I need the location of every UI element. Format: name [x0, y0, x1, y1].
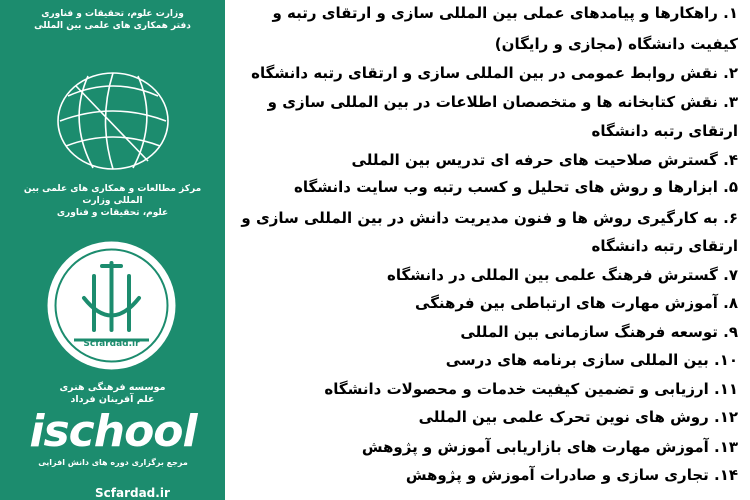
- topic-line: ۱. راهکارها و پیامدهای عملی بین المللی سازی و ارتقای رتبه و: [272, 4, 738, 22]
- foundation-name: موسسه فرهنگی هنری: [59, 382, 166, 393]
- globe-emblem-icon: [48, 66, 178, 176]
- topic-line: ۱۱. ارزیابی و تضمین کیفیت خدمات و محصولات دانشگاه: [324, 380, 738, 398]
- topic-line: ۱۲. روش های نوین تحرک علمی بین المللی: [418, 408, 738, 426]
- topic-line: ۶. به کارگیری روش ها و فنون مدیریت دانش در بین المللی سازی و: [241, 209, 738, 227]
- topic-line: کیفیت دانشگاه (مجازی و رایگان): [494, 35, 738, 53]
- course-topic-list: [228, 0, 746, 500]
- topic-line: ۴. گسترش صلاحیت های حرفه ای تدریس بین المللی: [351, 151, 738, 169]
- ministry-name: وزارت علوم، تحقیقات و فناوری: [41, 9, 184, 19]
- center-subtitle: علوم، تحقیقات و فناوری: [56, 208, 169, 218]
- topic-line: ۱۰. بین المللی سازی برنامه های درسی: [445, 351, 738, 369]
- topic-line: ۷. گسترش فرهنگ علمی بین المللی در دانشگاه: [387, 266, 738, 284]
- center-caption: [10, 183, 215, 219]
- logo-sidebar: [0, 0, 225, 500]
- ischool-logo: [28, 403, 198, 473]
- topic-line: ۱۳. آموزش مهارت های بازاریابی آموزش و پژوهش: [361, 438, 738, 456]
- foundation-seal-icon: [44, 238, 179, 373]
- topic-line: ۸. آموزش مهارت های ارتباطی بین فرهنگی: [415, 294, 738, 312]
- ischool-wordmark: ischool: [29, 406, 197, 457]
- topic-line: ۵. ابزارها و روش های تحلیل و کسب رتبه وب سایت دانشگاه: [294, 178, 738, 196]
- topic-line: ۹. توسعه فرهنگ سازمانی بین المللی: [460, 323, 738, 341]
- topic-line: ۱۴. تجاری سازی و صادرات آموزش و پژوهش: [405, 466, 738, 484]
- center-name: مرکز مطالعات و همکاری های علمی بین المللی وزارت: [23, 184, 202, 206]
- ministry-caption: [10, 8, 215, 32]
- seal-caption: Scfardad.ir: [83, 339, 140, 349]
- topic-line: ۲. نقش روابط عمومی در بین المللی سازی و ارتقای رتبه دانشگاه: [251, 64, 738, 82]
- office-name: دفتر همکاری های علمی بین المللی: [34, 21, 191, 31]
- topic-line: ارتقای رتبه دانشگاه: [591, 122, 738, 140]
- foundation-subtitle: علم آفرینان فرداد: [70, 394, 155, 405]
- website-link[interactable]: Scfardad.ir: [95, 486, 170, 500]
- topic-line: ۳. نقش کتابخانه ها و متخصصان اطلاعات در بین المللی سازی و: [267, 93, 738, 111]
- ischool-tagline: مرجع برگزاری دوره های دانش افزایی: [38, 458, 188, 467]
- topic-line: ارتقای رتبه دانشگاه: [591, 237, 738, 255]
